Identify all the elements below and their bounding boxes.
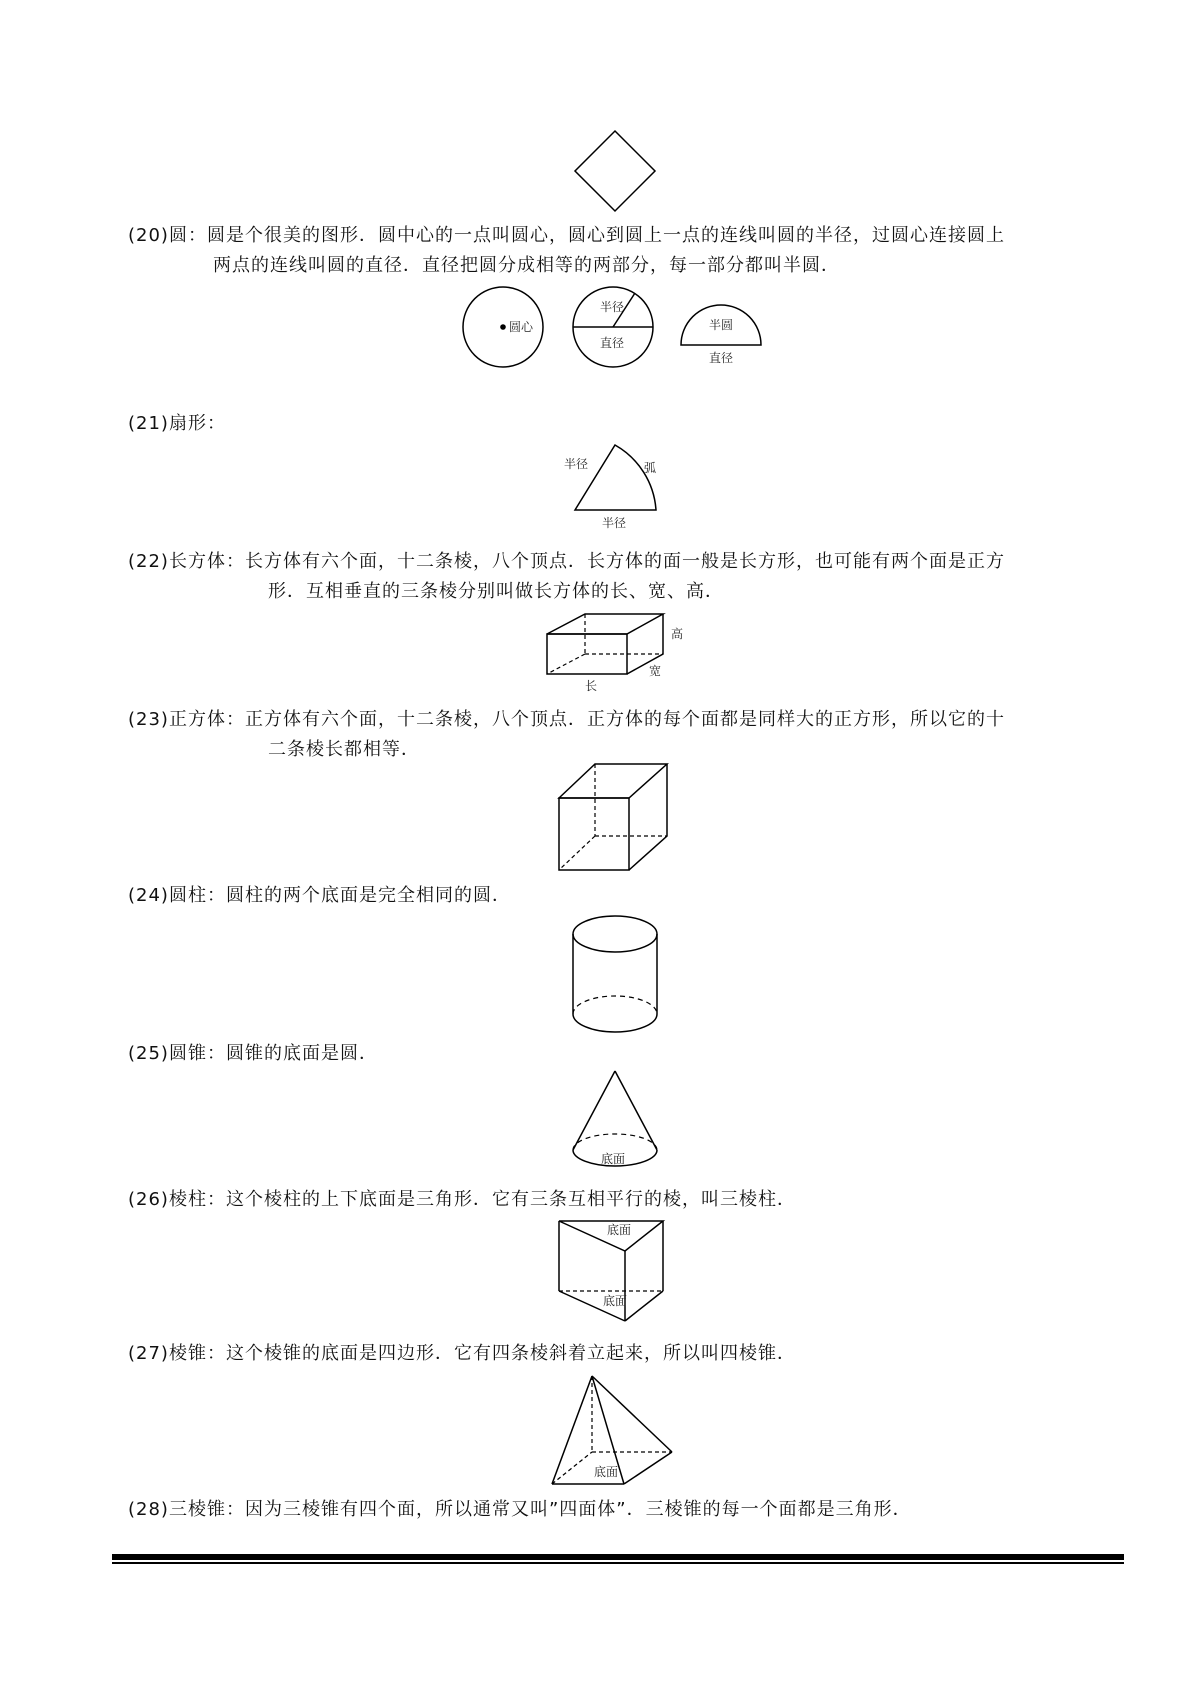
item-text: 这个棱锥的底面是四边形．它有四条棱斜着立起来，所以叫四棱锥． <box>225 1343 796 1364</box>
bottom-rule-thick <box>112 1554 1124 1560</box>
item-term: 圆柱： <box>168 885 226 906</box>
item-number: (26) <box>128 1189 169 1210</box>
item-number: (22) <box>128 551 169 572</box>
arc-label: 弧 <box>644 461 657 475</box>
cube-figure <box>555 760 675 875</box>
item-25-line1 <box>128 1040 378 1068</box>
base-label: 底面 <box>594 1465 619 1479</box>
width-label: 宽 <box>649 664 662 678</box>
height-label: 高 <box>671 627 684 641</box>
radius-label: 半径 <box>600 300 625 314</box>
cylinder-figure <box>565 912 665 1037</box>
item-text: 因为三棱锥有四个面，所以通常又叫”四面体”．三棱锥的每一个面都是三角形． <box>244 1499 912 1520</box>
cone-figure <box>565 1068 665 1176</box>
center-label: 圆心 <box>509 320 534 334</box>
bottom-rule-thin <box>112 1562 1124 1564</box>
semicircle-label: 半圆 <box>709 318 734 332</box>
item-20-line1 <box>128 222 1005 250</box>
item-text: 圆锥的底面是圆． <box>225 1043 378 1064</box>
item-term: 三棱锥： <box>168 1499 245 1520</box>
item-term: 圆锥： <box>168 1043 226 1064</box>
diamond-figure <box>570 128 660 218</box>
item-text: 形．互相垂直的三条棱分别叫做长方体的长、宽、高． <box>268 581 724 602</box>
item-28-line1 <box>128 1496 912 1524</box>
item-number: (21) <box>128 413 169 434</box>
item-term: 扇形： <box>168 413 226 434</box>
base-label: 底面 <box>601 1152 626 1166</box>
item-text: 两点的连线叫圆的直径．直径把圆分成相等的两部分，每一部分都叫半圆． <box>213 255 840 276</box>
item-24-line1 <box>128 882 511 910</box>
square-pyramid-figure <box>548 1372 688 1490</box>
center-dot <box>500 324 506 330</box>
item-21-line1 <box>128 410 226 438</box>
item-number: (28) <box>128 1499 169 1520</box>
item-term: 棱锥： <box>168 1343 226 1364</box>
semicircle <box>681 305 761 365</box>
item-number: (25) <box>128 1043 169 1064</box>
item-term: 棱柱： <box>168 1189 226 1210</box>
item-22-line1 <box>128 548 1005 576</box>
circle-with-center <box>463 287 543 367</box>
item-text: 圆是个很美的图形．圆中心的一点叫圆心，圆心到圆上一点的连线叫圆的半径，过圆心连接圆上 <box>206 225 1005 246</box>
item-term: 圆： <box>168 225 207 246</box>
radius-label-bottom: 半径 <box>602 516 627 530</box>
item-20-line2 <box>213 252 840 280</box>
diameter-label: 直径 <box>600 336 625 350</box>
item-number: (20) <box>128 225 169 246</box>
item-text: 二条棱长都相等． <box>268 739 420 760</box>
item-22-line2 <box>268 578 724 606</box>
item-26-line1 <box>128 1186 796 1214</box>
cuboid-figure <box>545 608 695 693</box>
triangular-prism-figure <box>555 1215 675 1325</box>
item-27-line1 <box>128 1340 796 1368</box>
circle-with-radius-diameter <box>573 287 653 367</box>
radius-label: 半径 <box>564 457 589 471</box>
item-text: 圆柱的两个底面是完全相同的圆． <box>225 885 511 906</box>
item-number: (23) <box>128 709 169 730</box>
item-number: (24) <box>128 885 169 906</box>
item-text: 长方体有六个面，十二条棱，八个顶点．长方体的面一般是长方形，也可能有两个面是正方 <box>244 551 1005 572</box>
semicircle-diameter-label: 直径 <box>709 351 734 365</box>
top-base-label: 底面 <box>607 1223 632 1237</box>
item-term: 正方体： <box>168 709 245 730</box>
bottom-base-label: 底面 <box>603 1294 628 1308</box>
item-number: (27) <box>128 1343 169 1364</box>
item-23-line1 <box>128 706 1005 734</box>
item-text: 正方体有六个面，十二条棱，八个顶点．正方体的每个面都是同样大的正方形，所以它的十 <box>244 709 1005 730</box>
item-term: 长方体： <box>168 551 245 572</box>
circle-figures <box>455 285 785 380</box>
sector-figure <box>560 440 680 540</box>
length-label: 长 <box>585 679 598 693</box>
item-text: 这个棱柱的上下底面是三角形．它有三条互相平行的棱，叫三棱柱． <box>225 1189 796 1210</box>
item-23-line2 <box>268 736 420 764</box>
